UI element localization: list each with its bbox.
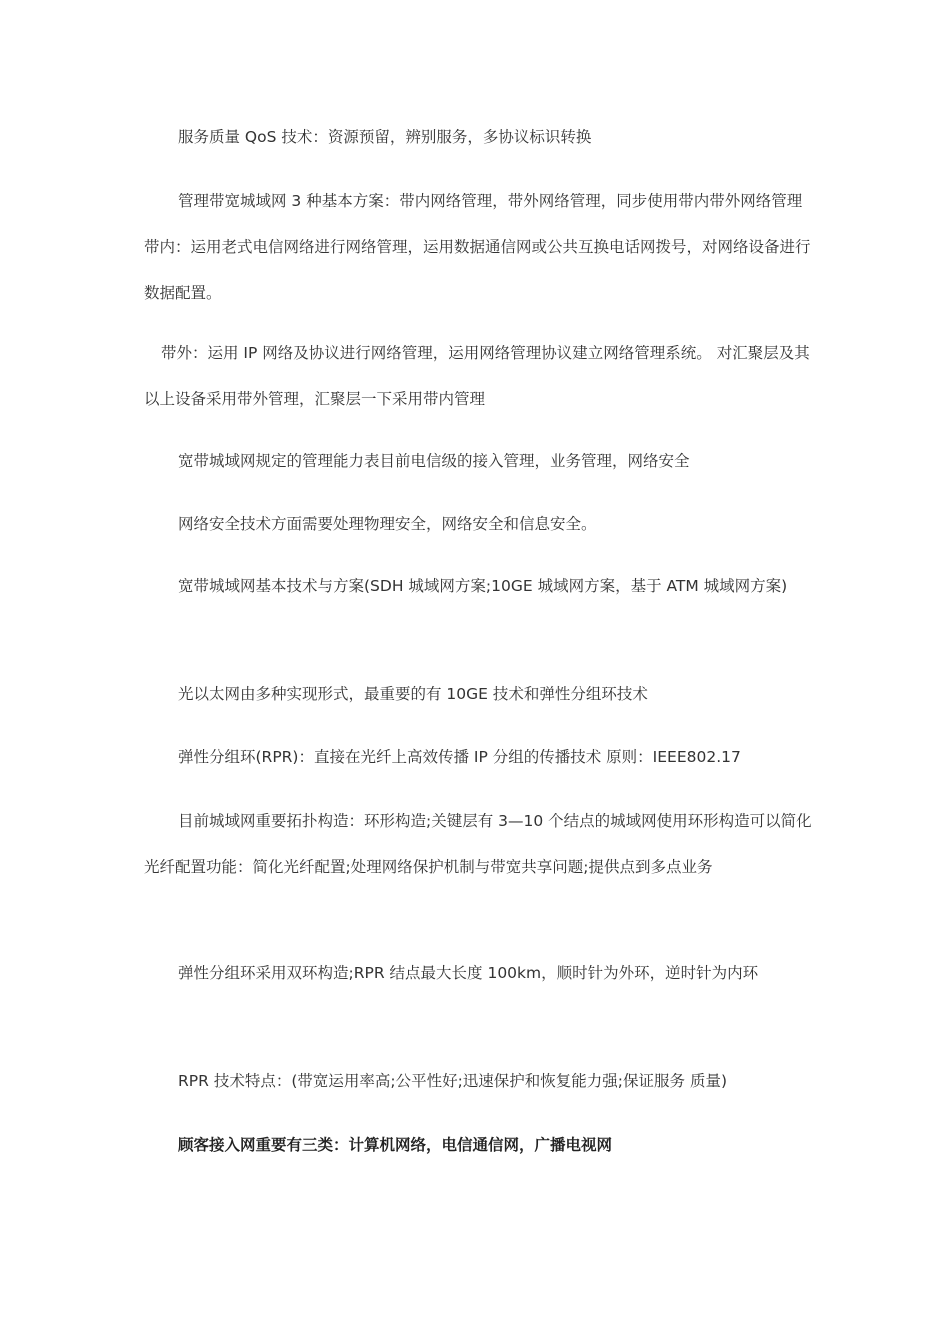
paragraph-qos: 服务质量 QoS 技术：资源预留，辨别服务，多协议标识转换: [178, 128, 592, 146]
paragraph-management-schemes: 管理带宽城域网 3 种基本方案：带内网络管理，带外网络管理，同步使用带内带外网络管理 带内：运用老式电信网络进行网络管理，运用数据通信网或公共互换电话网拨号，对网络设备进行数据配置。: [144, 192, 811, 302]
paragraph-rpr-definition: 弹性分组环(RPR)：直接在光纤上高效传播 IP 分组的传播技术 原则：IEEE802.17: [178, 748, 741, 766]
paragraph-optical-ethernet: 光以太网由多种实现形式，最重要的有 10GE 技术和弹性分组环技术: [178, 685, 648, 703]
paragraph-out-of-band: 带外：运用 IP 网络及协议进行网络管理，运用网络管理协议建立网络管理系统。 对汇聚层及其以上设备采用带外管理，汇聚层一下采用带内管理: [144, 344, 810, 408]
paragraph-rpr-features: RPR 技术特点：(带宽运用率高;公平性好;迅速保护和恢复能力强;保证服务 质量): [178, 1072, 728, 1090]
paragraph-network-security: 网络安全技术方面需要处理物理安全，网络安全和信息安全。: [178, 515, 597, 533]
paragraph-dual-ring: 弹性分组环采用双环构造;RPR 结点最大长度 100km，顺时针为外环，逆时针为内环: [178, 964, 759, 982]
paragraph-access-network: 顾客接入网重要有三类：计算机网络，电信通信网，广播电视网: [178, 1136, 613, 1154]
paragraph-metro-solutions: 宽带城域网基本技术与方案(SDH 城域网方案;10GE 城域网方案，基于 ATM 城域网方案): [178, 577, 788, 595]
paragraph-topology: 目前城域网重要拓扑构造：环形构造;关键层有 3—10 个结点的城域网使用环形构造可以简化光纤配置功能：简化光纤配置;处理网络保护机制与带宽共享问题;提供点到多点业务: [144, 812, 812, 876]
paragraph-management-capability: 宽带城域网规定的管理能力表目前电信级的接入管理，业务管理，网络安全: [178, 452, 690, 470]
